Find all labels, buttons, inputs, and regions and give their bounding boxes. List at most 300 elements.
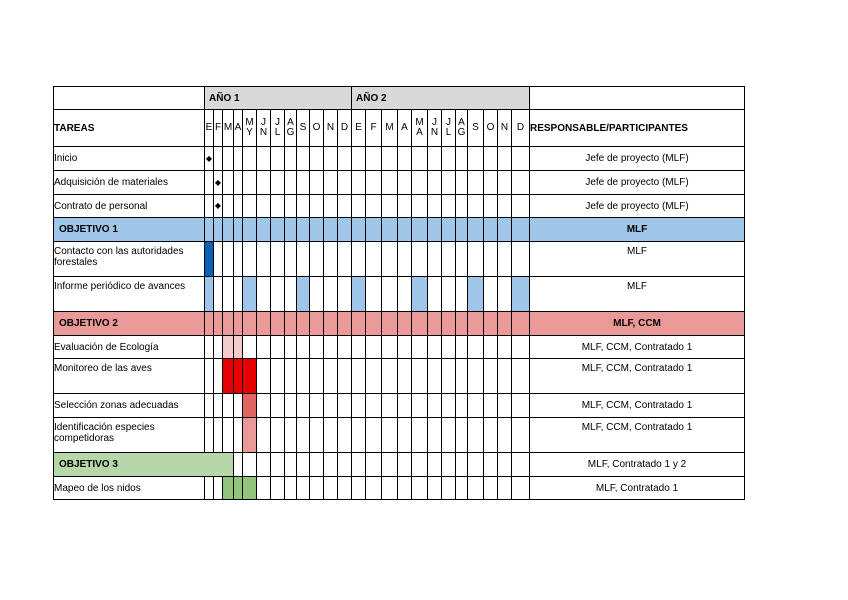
timeline-cell (456, 336, 468, 359)
timeline-cell (223, 195, 234, 218)
month-header-3: M (223, 110, 234, 147)
timeline-cell (512, 171, 530, 195)
timeline-cell (234, 242, 243, 277)
timeline-cell (468, 242, 484, 277)
timeline-cell (271, 336, 285, 359)
timeline-cell (324, 453, 338, 477)
month-header-13: E (352, 110, 366, 147)
timeline-cell (456, 477, 468, 500)
timeline-cell (324, 418, 338, 453)
timeline-cell (234, 418, 243, 453)
timeline-cell (412, 312, 428, 336)
timeline-cell (234, 477, 243, 500)
month-header-12: D (338, 110, 352, 147)
timeline-cell (428, 477, 442, 500)
month-header-24: D (512, 110, 530, 147)
timeline-cell (512, 477, 530, 500)
timeline-cell (285, 277, 297, 312)
timeline-cell (428, 359, 442, 394)
timeline-cell (366, 359, 382, 394)
objective-name: OBJETIVO 1 (54, 218, 205, 242)
month-header-row (54, 110, 745, 147)
timeline-cell (271, 394, 285, 418)
timeline-cell (271, 312, 285, 336)
month-header-22: O (484, 110, 498, 147)
timeline-cell (310, 171, 324, 195)
timeline-cell (324, 312, 338, 336)
timeline-cell (382, 242, 398, 277)
timeline-cell (456, 171, 468, 195)
timeline-cell (442, 277, 456, 312)
timeline-cell (297, 453, 310, 477)
timeline-cell (297, 242, 310, 277)
task-row (54, 147, 745, 171)
timeline-cell (234, 195, 243, 218)
timeline-cell (398, 418, 412, 453)
timeline-cell (223, 171, 234, 195)
timeline-cell (352, 277, 366, 312)
month-header-7: J L (271, 110, 285, 147)
month-header-2: F (214, 110, 223, 147)
timeline-cell (412, 242, 428, 277)
gantt-table (53, 86, 745, 500)
timeline-cell (412, 477, 428, 500)
timeline-cell (324, 277, 338, 312)
timeline-cell (285, 359, 297, 394)
timeline-cell (468, 277, 484, 312)
timeline-cell (412, 394, 428, 418)
month-header-6: J N (257, 110, 271, 147)
timeline-cell (310, 453, 324, 477)
timeline-cell (468, 453, 484, 477)
task-name: Adquisición de materiales (54, 171, 205, 195)
timeline-cell (456, 418, 468, 453)
timeline-cell (442, 359, 456, 394)
timeline-cell (456, 394, 468, 418)
timeline-cell (484, 277, 498, 312)
timeline-cell (324, 242, 338, 277)
timeline-cell (366, 147, 382, 171)
timeline-cell (442, 418, 456, 453)
month-header-10: O (310, 110, 324, 147)
task-row (54, 277, 745, 312)
responsible-cell: MLF (530, 277, 745, 312)
timeline-cell (285, 195, 297, 218)
timeline-cell (223, 477, 234, 500)
timeline-cell (412, 171, 428, 195)
responsible-cell: MLF, Contratado 1 y 2 (530, 453, 745, 477)
timeline-cell (310, 277, 324, 312)
timeline-cell (205, 312, 214, 336)
timeline-cell (338, 147, 352, 171)
timeline-cell (468, 171, 484, 195)
responsible-cell: MLF, Contratado 1 (530, 477, 745, 500)
timeline-cell (223, 418, 234, 453)
responsible-cell: MLF, CCM, Contratado 1 (530, 394, 745, 418)
timeline-cell (271, 242, 285, 277)
timeline-cell (297, 394, 310, 418)
timeline-cell (366, 418, 382, 453)
tasks-header: TAREAS (54, 110, 205, 147)
timeline-cell (468, 394, 484, 418)
timeline-cell (428, 312, 442, 336)
timeline-cell (285, 147, 297, 171)
timeline-cell (456, 453, 468, 477)
timeline-cell (484, 477, 498, 500)
task-row (54, 477, 745, 500)
timeline-cell (412, 359, 428, 394)
timeline-cell (412, 418, 428, 453)
timeline-cell (512, 218, 530, 242)
timeline-cell (223, 218, 234, 242)
timeline-cell (412, 453, 428, 477)
timeline-cell (352, 453, 366, 477)
timeline-cell (484, 359, 498, 394)
timeline-cell (310, 218, 324, 242)
timeline-cell (382, 277, 398, 312)
timeline-cell (442, 242, 456, 277)
timeline-cell (338, 242, 352, 277)
responsible-header: RESPONSABLE/PARTICIPANTES (530, 110, 745, 147)
timeline-cell (498, 218, 512, 242)
timeline-cell (498, 171, 512, 195)
timeline-cell (338, 477, 352, 500)
timeline-cell (257, 453, 271, 477)
timeline-cell (214, 277, 223, 312)
year-1-label: AÑO 1 (205, 87, 352, 110)
timeline-cell (205, 195, 214, 218)
timeline-cell (512, 394, 530, 418)
timeline-cell (498, 359, 512, 394)
timeline-cell (214, 147, 223, 171)
timeline-cell (324, 477, 338, 500)
timeline-cell (324, 147, 338, 171)
timeline-cell (428, 336, 442, 359)
timeline-cell (398, 453, 412, 477)
timeline-cell (271, 147, 285, 171)
timeline-cell (352, 336, 366, 359)
timeline-cell (285, 312, 297, 336)
timeline-cell (310, 418, 324, 453)
timeline-cell (382, 359, 398, 394)
blank-resp-cell (530, 87, 745, 110)
month-header-23: N (498, 110, 512, 147)
objective-name: OBJETIVO 2 (54, 312, 205, 336)
objective-row (54, 453, 745, 477)
timeline-cell (352, 171, 366, 195)
timeline-cell (456, 195, 468, 218)
timeline-cell (428, 453, 442, 477)
month-header-11: N (324, 110, 338, 147)
timeline-cell (310, 312, 324, 336)
timeline-cell (484, 312, 498, 336)
task-name: Evaluación de Ecología (54, 336, 205, 359)
timeline-cell (257, 242, 271, 277)
timeline-cell (257, 218, 271, 242)
timeline-cell (324, 195, 338, 218)
timeline-cell (428, 418, 442, 453)
timeline-cell (257, 359, 271, 394)
timeline-cell (366, 242, 382, 277)
timeline-cell (456, 242, 468, 277)
responsible-cell: Jefe de proyecto (MLF) (530, 195, 745, 218)
task-row (54, 418, 745, 453)
timeline-cell (271, 218, 285, 242)
objective-row (54, 312, 745, 336)
timeline-cell (484, 218, 498, 242)
timeline-cell (338, 195, 352, 218)
month-header-9: S (297, 110, 310, 147)
timeline-cell (352, 195, 366, 218)
timeline-cell (498, 453, 512, 477)
timeline-cell (297, 418, 310, 453)
timeline-cell (398, 147, 412, 171)
timeline-cell (297, 336, 310, 359)
timeline-cell (366, 171, 382, 195)
task-row (54, 359, 745, 394)
timeline-cell (366, 195, 382, 218)
timeline-cell (498, 312, 512, 336)
timeline-cell (484, 453, 498, 477)
timeline-cell (398, 312, 412, 336)
timeline-cell (382, 147, 398, 171)
task-row (54, 242, 745, 277)
task-name: Informe periódico de avances (54, 277, 205, 312)
timeline-cell (297, 218, 310, 242)
timeline-cell (271, 477, 285, 500)
timeline-cell (234, 171, 243, 195)
timeline-cell (512, 195, 530, 218)
timeline-cell (498, 477, 512, 500)
timeline-cell (214, 218, 223, 242)
timeline-cell (512, 147, 530, 171)
timeline-cell (214, 359, 223, 394)
timeline-cell (310, 147, 324, 171)
timeline-cell (428, 147, 442, 171)
timeline-cell (428, 277, 442, 312)
timeline-cell (271, 418, 285, 453)
timeline-cell (310, 336, 324, 359)
timeline-cell (456, 359, 468, 394)
timeline-cell (285, 477, 297, 500)
timeline-cell (338, 453, 352, 477)
timeline-cell (243, 147, 257, 171)
timeline-cell (512, 277, 530, 312)
timeline-cell (338, 277, 352, 312)
timeline-cell (366, 218, 382, 242)
responsible-cell: MLF, CCM, Contratado 1 (530, 359, 745, 394)
month-header-5: M Y (243, 110, 257, 147)
timeline-cell (234, 218, 243, 242)
timeline-cell (285, 453, 297, 477)
timeline-cell (456, 277, 468, 312)
timeline-cell (324, 336, 338, 359)
timeline-cell (223, 359, 234, 394)
timeline-cell (366, 453, 382, 477)
timeline-cell (271, 195, 285, 218)
timeline-cell (412, 218, 428, 242)
timeline-cell (297, 477, 310, 500)
timeline-cell (468, 418, 484, 453)
timeline-cell (398, 218, 412, 242)
timeline-cell (338, 394, 352, 418)
timeline-cell (456, 312, 468, 336)
timeline-cell (338, 218, 352, 242)
timeline-cell (428, 394, 442, 418)
timeline-cell (223, 242, 234, 277)
task-row (54, 195, 745, 218)
timeline-cell (324, 394, 338, 418)
month-header-16: A (398, 110, 412, 147)
timeline-cell (468, 218, 484, 242)
timeline-cell (243, 312, 257, 336)
timeline-cell (234, 453, 243, 477)
timeline-cell (234, 394, 243, 418)
timeline-cell (398, 195, 412, 218)
timeline-cell (382, 218, 398, 242)
timeline-cell (498, 394, 512, 418)
timeline-cell (468, 147, 484, 171)
timeline-cell (234, 359, 243, 394)
timeline-cell (338, 359, 352, 394)
timeline-cell (468, 359, 484, 394)
timeline-cell (512, 359, 530, 394)
milestone-diamond-icon: ◆ (205, 153, 213, 163)
timeline-cell (271, 453, 285, 477)
timeline-cell (285, 394, 297, 418)
timeline-cell (484, 147, 498, 171)
timeline-cell (205, 242, 214, 277)
timeline-cell (223, 312, 234, 336)
timeline-cell (297, 147, 310, 171)
task-name: Contrato de personal (54, 195, 205, 218)
responsible-cell: MLF, CCM, Contratado 1 (530, 336, 745, 359)
timeline-cell (205, 394, 214, 418)
timeline-cell (498, 195, 512, 218)
timeline-cell (297, 277, 310, 312)
timeline-cell (243, 277, 257, 312)
timeline-cell (214, 418, 223, 453)
timeline-cell (285, 418, 297, 453)
timeline-cell (412, 277, 428, 312)
timeline-cell (257, 394, 271, 418)
timeline-cell (442, 477, 456, 500)
timeline-cell (234, 336, 243, 359)
timeline-cell (498, 336, 512, 359)
month-header-4: A (234, 110, 243, 147)
responsible-cell: MLF (530, 242, 745, 277)
timeline-cell (234, 147, 243, 171)
timeline-cell (214, 195, 223, 218)
timeline-cell (352, 218, 366, 242)
timeline-cell (257, 312, 271, 336)
timeline-cell (310, 242, 324, 277)
responsible-cell: Jefe de proyecto (MLF) (530, 147, 745, 171)
timeline-cell (468, 195, 484, 218)
timeline-cell (310, 359, 324, 394)
timeline-cell (223, 336, 234, 359)
timeline-cell (382, 418, 398, 453)
timeline-cell (205, 147, 214, 171)
timeline-cell (205, 418, 214, 453)
timeline-cell (310, 394, 324, 418)
month-header-19: J L (442, 110, 456, 147)
timeline-cell (205, 477, 214, 500)
timeline-cell (352, 147, 366, 171)
timeline-cell (382, 312, 398, 336)
task-name: Selección zonas adecuadas (54, 394, 205, 418)
timeline-cell (442, 336, 456, 359)
timeline-cell (243, 359, 257, 394)
timeline-cell (285, 242, 297, 277)
timeline-cell (285, 336, 297, 359)
month-header-14: F (366, 110, 382, 147)
timeline-cell (398, 277, 412, 312)
timeline-cell (498, 147, 512, 171)
timeline-cell (310, 477, 324, 500)
timeline-cell (285, 218, 297, 242)
timeline-cell (484, 171, 498, 195)
timeline-cell (205, 171, 214, 195)
timeline-cell (352, 312, 366, 336)
timeline-cell (338, 171, 352, 195)
timeline-cell (398, 359, 412, 394)
timeline-cell (468, 312, 484, 336)
timeline-cell (382, 171, 398, 195)
timeline-cell (205, 277, 214, 312)
timeline-cell (310, 195, 324, 218)
month-header-8: A G (285, 110, 297, 147)
timeline-cell (468, 336, 484, 359)
timeline-cell (512, 453, 530, 477)
timeline-cell (442, 171, 456, 195)
month-header-1: E (205, 110, 214, 147)
timeline-cell (398, 171, 412, 195)
timeline-cell (456, 147, 468, 171)
timeline-cell (498, 277, 512, 312)
timeline-cell (442, 394, 456, 418)
timeline-cell (352, 477, 366, 500)
timeline-cell (271, 171, 285, 195)
task-row (54, 336, 745, 359)
timeline-cell (512, 242, 530, 277)
timeline-cell (234, 312, 243, 336)
timeline-cell (442, 147, 456, 171)
timeline-cell (352, 394, 366, 418)
timeline-cell (352, 359, 366, 394)
timeline-cell (324, 171, 338, 195)
timeline-cell (428, 171, 442, 195)
timeline-cell (442, 218, 456, 242)
timeline-cell (214, 242, 223, 277)
timeline-cell (366, 336, 382, 359)
responsible-cell: MLF, CCM, Contratado 1 (530, 418, 745, 453)
timeline-cell (366, 277, 382, 312)
timeline-cell (398, 394, 412, 418)
timeline-cell (338, 312, 352, 336)
milestone-diamond-icon: ◆ (214, 177, 222, 187)
timeline-cell (223, 147, 234, 171)
timeline-cell (382, 336, 398, 359)
timeline-cell (484, 394, 498, 418)
timeline-cell (512, 336, 530, 359)
timeline-cell (484, 242, 498, 277)
timeline-cell (382, 394, 398, 418)
timeline-cell (257, 195, 271, 218)
timeline-cell (512, 312, 530, 336)
responsible-cell: MLF, CCM (530, 312, 745, 336)
timeline-cell (243, 418, 257, 453)
